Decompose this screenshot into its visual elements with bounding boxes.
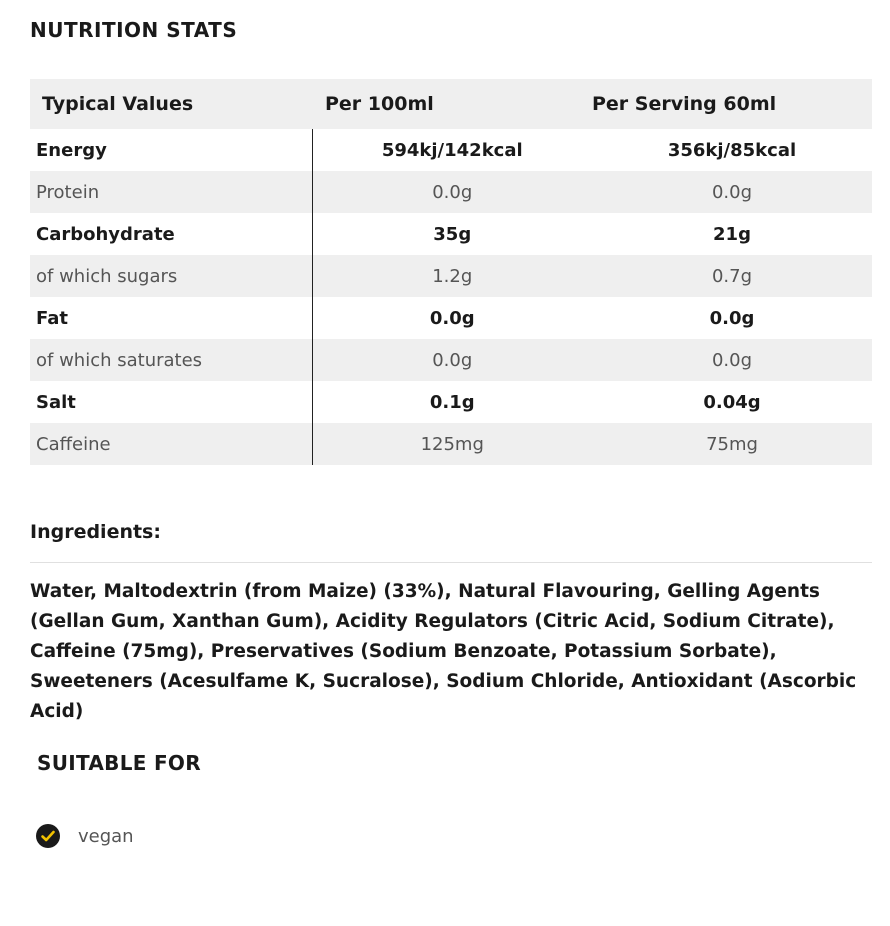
table-row [30,171,872,213]
table-row [30,423,872,465]
value-per-serving: 0.0g [711,349,753,371]
nutrient-name: Energy [36,139,107,161]
value-per-100ml: 0.1g [312,381,592,423]
table-row [30,381,872,423]
divider [30,562,872,563]
value-per-100ml: 594kj/142kcal [312,129,592,171]
check-circle-icon [36,824,60,848]
table-row [30,297,872,339]
value-per-serving: 0.7g [711,265,753,287]
suitable-for-title: SUITABLE FOR [37,751,201,775]
header-per-100ml: Per 100ml [312,79,592,129]
nutrient-name: Carbohydrate [36,223,175,245]
value-per-serving: 0.04g [703,391,761,413]
ingredients-text: Water, Maltodextrin (from Maize) (33%), Natural Flavouring, Gelling Agents (Gellan Gum, Xanthan Gum), Acidity Regulators (Citric Acid, Sodium Citrate), Caffeine (75mg), Preservatives (Sodium Benzoate, Potassium Sorbate), Sweeteners (Acesulfame K, Sucralose), Sodium Chloride, Antioxidant (Ascorbic Acid) [30,581,857,722]
nutrient-name: Fat [36,307,68,329]
suitable-for-list [36,823,134,849]
value-per-serving: 75mg [706,433,758,455]
nutrition-title: NUTRITION STATS [30,18,238,42]
header-typical-values: Typical Values [30,79,312,129]
header-per-serving: Per Serving 60ml [592,79,872,129]
value-per-serving: 21g [713,223,751,245]
value-per-100ml: 1.2g [312,255,592,297]
nutrient-name: of which sugars [36,265,178,287]
table-row [30,339,872,381]
table-row [30,255,872,297]
nutrient-name: Caffeine [36,433,111,455]
ingredients-title: Ingredients: [30,521,161,543]
value-per-serving: 0.0g [709,307,755,329]
value-per-serving: 356kj/85kcal [667,139,797,161]
value-per-100ml: 0.0g [312,171,592,213]
nutrient-name: Salt [36,391,76,413]
value-per-100ml: 125mg [312,423,592,465]
value-per-serving: 0.0g [711,181,753,203]
value-per-100ml: 0.0g [312,339,592,381]
nutrient-name: of which saturates [36,349,203,371]
suitable-item-label: vegan [78,825,134,847]
value-per-100ml: 35g [312,213,592,255]
table-header-row [30,79,872,129]
nutrition-table [30,79,872,465]
suitable-item-vegan [36,823,134,849]
table-row [30,129,872,171]
value-per-100ml: 0.0g [312,297,592,339]
nutrient-name: Protein [36,181,100,203]
table-row [30,213,872,255]
